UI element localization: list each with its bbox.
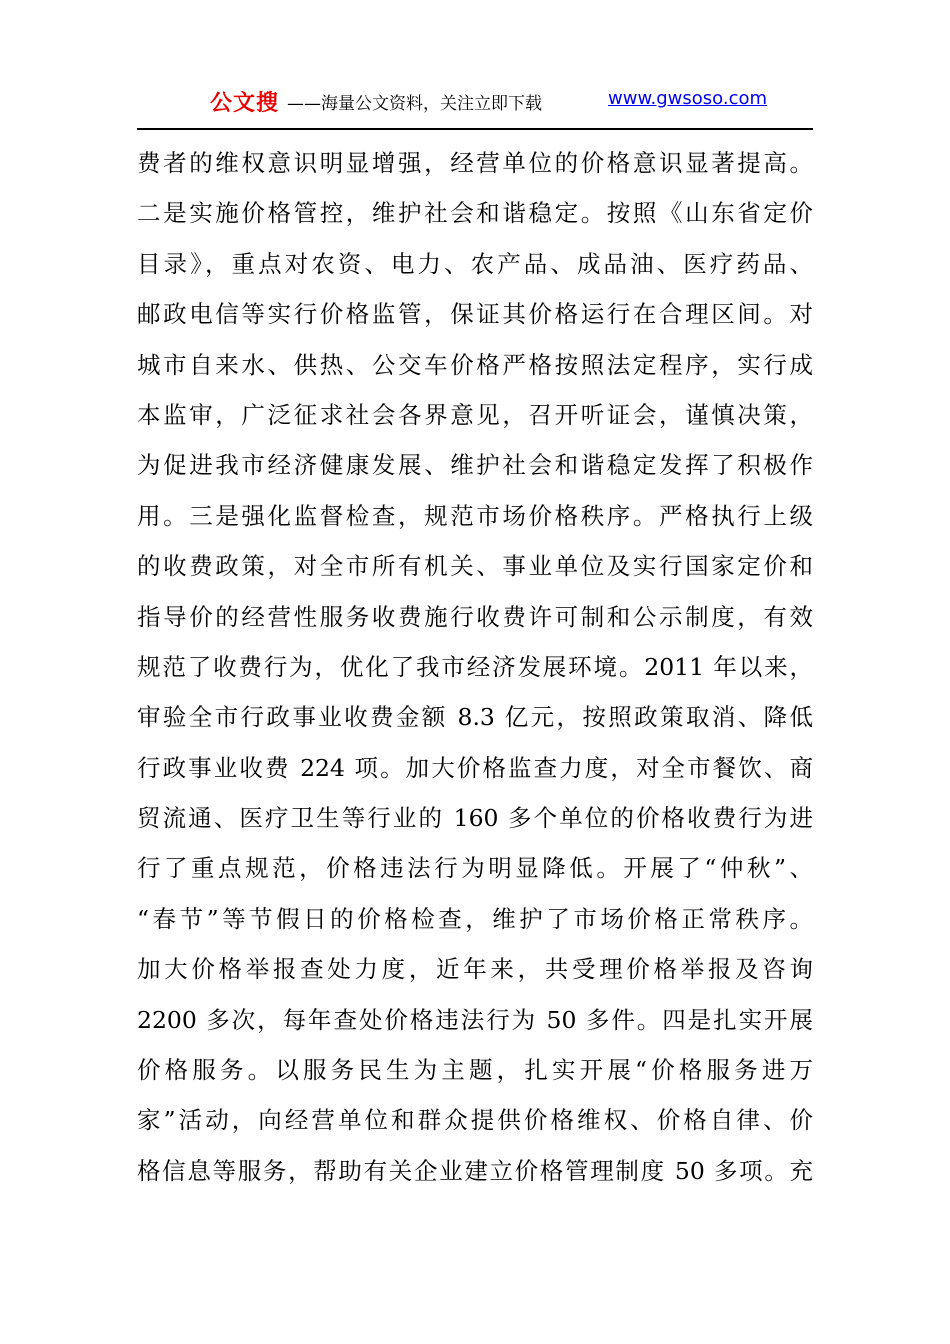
text-line	[137, 995, 813, 1045]
text-line	[137, 138, 813, 188]
text-line	[137, 390, 813, 440]
page-header	[137, 78, 813, 130]
brand-logo-text: 公文搜	[210, 91, 280, 116]
text-line	[137, 239, 813, 289]
text-line	[137, 1045, 813, 1095]
header-tagline: ——海量公文资料，关注立即下载	[287, 94, 542, 114]
text-line	[137, 843, 813, 893]
text-line-content: 审验全市行政事业收费金额 8.3 亿元，按照政策取消、降低	[137, 703, 813, 732]
text-line-content: 指导价的经营性服务收费施行收费许可制和公示制度，有效	[137, 602, 813, 631]
text-line	[137, 692, 813, 742]
text-line	[137, 592, 813, 642]
text-line	[137, 340, 813, 390]
text-line	[137, 541, 813, 591]
text-line	[137, 188, 813, 238]
text-line-content: 邮政电信等实行价格监管，保证其价格运行在合理区间。对	[137, 300, 813, 329]
text-line	[137, 289, 813, 339]
text-line-content: 行了重点规范，价格违法行为明显降低。开展了“仲秋”、	[137, 854, 813, 883]
text-line-content: 规范了收费行为，优化了我市经济发展环境。2011 年以来，	[137, 652, 813, 681]
text-line	[137, 491, 813, 541]
text-line-content: 用。三是强化监督检查，规范市场价格秩序。严格执行上级	[137, 501, 813, 530]
text-line	[137, 1146, 813, 1196]
text-line-content: 格信息等服务，帮助有关企业建立价格管理制度 50 多项。充	[137, 1156, 813, 1185]
text-line-content: 城市自来水、供热、公交车价格严格按照法定程序，实行成	[137, 350, 813, 379]
text-line	[137, 944, 813, 994]
text-line-content: 贸流通、医疗卫生等行业的 160 多个单位的价格收费行为进	[137, 804, 813, 833]
text-line	[137, 793, 813, 843]
text-line-content: “春节”等节假日的价格检查，维护了市场价格正常秩序。	[137, 904, 813, 933]
text-line	[137, 440, 813, 490]
text-line-content: 家”活动，向经营单位和群众提供价格维权、价格自律、价	[137, 1106, 813, 1135]
text-line-content: 2200 多次，每年查处价格违法行为 50 多件。四是扎实开展	[137, 1005, 813, 1034]
text-line-content: 价格服务。以服务民生为主题，扎实开展“价格服务进万	[137, 1056, 813, 1085]
text-line-content: 加大价格举报查处力度，近年来，共受理价格举报及咨询	[137, 955, 813, 984]
text-line-content: 目录》，重点对农资、电力、农产品、成品油、医疗药品、	[137, 249, 813, 278]
website-link[interactable]: www.gwsoso.com	[608, 88, 768, 109]
text-line-content: 费者的维权意识明显增强，经营单位的价格意识显著提高。	[137, 149, 813, 177]
text-line	[137, 642, 813, 692]
text-line	[137, 1095, 813, 1145]
text-line	[137, 894, 813, 944]
text-line-content: 为促进我市经济健康发展、维护社会和谐稳定发挥了积极作	[137, 451, 813, 480]
document-body	[137, 138, 813, 1196]
text-line-content: 行政事业收费 224 项。加大价格监查力度，对全市餐饮、商	[137, 753, 813, 782]
text-line-content: 本监审，广泛征求社会各界意见，召开听证会，谨慎决策，	[137, 400, 813, 429]
text-line-content: 的收费政策，对全市所有机关、事业单位及实行国家定价和	[137, 552, 813, 581]
text-line-content: 二是实施价格管控，维护社会和谐稳定。按照《山东省定价	[137, 199, 813, 228]
text-line	[137, 743, 813, 793]
